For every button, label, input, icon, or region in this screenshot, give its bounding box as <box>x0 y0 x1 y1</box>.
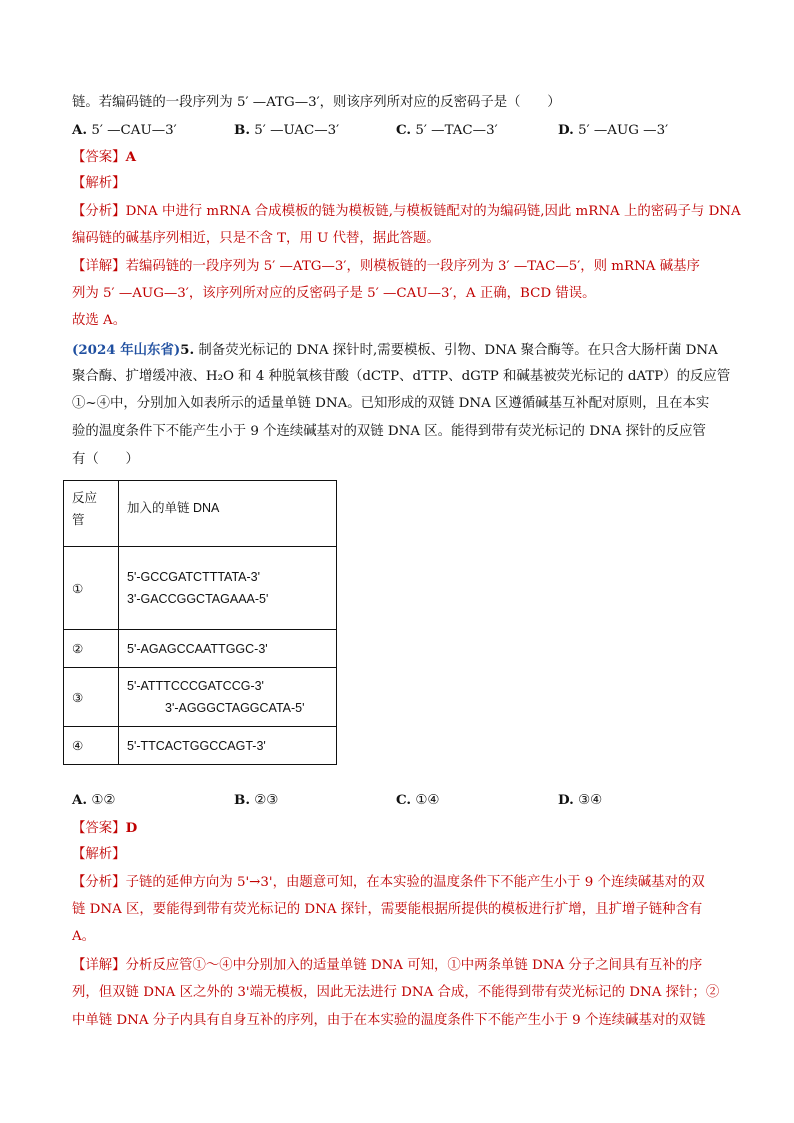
q4-fenxi-line2: 编码链的碱基序列相近，只是不含 T，用 U 代替，据此答题。 <box>72 231 440 246</box>
q4-option-c: C. 5′ —TAC—3′ <box>396 122 498 138</box>
dna-table <box>63 480 337 765</box>
q4-answer: 【答案】A <box>72 149 136 165</box>
q4-xiangjie-line2: 列为 5′ —AUG—3′，该序列所对应的反密码子是 5′ —CAU—3′，A 正确，BCD 错误。 <box>72 286 596 301</box>
dna-cell: 5'-GCCGATCTTTATA-3' 3'-GACCGGCTAGAAA-5' <box>119 547 337 630</box>
header-tube: 反应 管 <box>64 481 119 547</box>
q5-analysis-heading: 【解析】 <box>72 847 126 862</box>
q4-xiangjie-line1: 【详解】若编码链的一段序列为 5′ —ATG—3′，则模板链的一段序列为 3′ —TAC—5′，则 mRNA 碱基序 <box>72 259 700 274</box>
tube-cell: ② <box>64 630 119 668</box>
q4-stem-end: 链。若编码链的一段序列为 5′ —ATG—3′，则该序列所对应的反密码子是（ ） <box>72 95 561 110</box>
q5-xiangjie-line3: 中单链 DNA 分子内具有自身互补的序列，由于在本实验的温度条件下不能产生小于 9 个连续碱基对的双链 <box>72 1013 706 1028</box>
table-row <box>64 547 337 630</box>
q5-fenxi-line3: A。 <box>72 929 96 944</box>
tube-cell: ① <box>64 547 119 630</box>
q4-conclusion: 故选 A。 <box>72 313 127 328</box>
tube-cell: ④ <box>64 727 119 765</box>
q5-fenxi-line2: 链 DNA 区，要能得到带有荧光标记的 DNA 探针，需要能根据所提供的模板进行扩增，且扩增子链种含有 <box>72 902 703 917</box>
q5-xiangjie-line1: 【详解】分析反应管①～④中分别加入的适量单链 DNA 可知，①中两条单链 DNA 分子之间具有互补的序 <box>72 958 703 973</box>
q5-stem-line2: 聚合酶、扩增缓冲液、H₂O 和 4 种脱氧核苷酸（dCTP、dTTP、dGTP 和碱基被荧光标记的 dATP）的反应管 <box>72 369 731 384</box>
dna-cell: 5'-ATTTCCCGATCCG-3' 3'-AGGGCTAGGCATA-5' <box>119 668 337 727</box>
q5-option-c: C. ①④ <box>396 792 440 808</box>
tube-cell: ③ <box>64 668 119 727</box>
q5-option-a: A. ①② <box>72 792 116 808</box>
q5-answer: 【答案】D <box>72 820 138 836</box>
header-dna: 加入的单链 DNA <box>119 481 337 547</box>
q5-stem-line5: 有（ ） <box>72 452 139 467</box>
q5-stem-line3: ①~④中，分别加入如表所示的适量单链 DNA。已知形成的双链 DNA 区遵循碱基互补配对原则，且在本实 <box>72 396 710 411</box>
table-row <box>64 727 337 765</box>
q4-option-d: D. 5′ —AUG —3′ <box>558 122 669 138</box>
dna-cell: 5'-TTCACTGGCCAGT-3' <box>119 727 337 765</box>
q5-stem-line4: 验的温度条件下不能产生小于 9 个连续碱基对的双链 DNA 区。能得到带有荧光标记的 DNA 探针的反应管 <box>72 424 706 439</box>
table-row <box>64 668 337 727</box>
q5-fenxi-line1: 【分析】子链的延伸方向为 5'→3'，由题意可知，在本实验的温度条件下不能产生小于 9 个连续碱基对的双 <box>72 875 705 890</box>
q5-option-b: B. ②③ <box>234 792 279 808</box>
table-header-row <box>64 481 337 547</box>
dna-cell: 5'-AGAGCCAATTGGC-3' <box>119 630 337 668</box>
q4-analysis-heading: 【解析】 <box>72 176 126 191</box>
q5-option-d: D. ③④ <box>558 792 603 808</box>
q4-fenxi-line1: 【分析】DNA 中进行 mRNA 合成模板的链为模板链,与模板链配对的为编码链,因此 mRNA 上的密码子与 DNA <box>72 204 741 219</box>
q5-source: (2024 年山东省) <box>72 342 181 358</box>
table-row <box>64 630 337 668</box>
q4-option-b: B. 5′ —UAC—3′ <box>234 122 340 138</box>
q5-stem-line1: (2024 年山东省)5. 制备荧光标记的 DNA 探针时,需要模板、引物、DNA 聚合酶等。在只含大肠杆菌 DNA <box>72 342 718 358</box>
q5-xiangjie-line2: 列，但双链 DNA 区之外的 3'端无模板，因此无法进行 DNA 合成，不能得到带有荧光标记的 DNA 探针；② <box>72 985 720 1000</box>
q4-option-a: A. 5′ —CAU—3′ <box>72 122 177 138</box>
